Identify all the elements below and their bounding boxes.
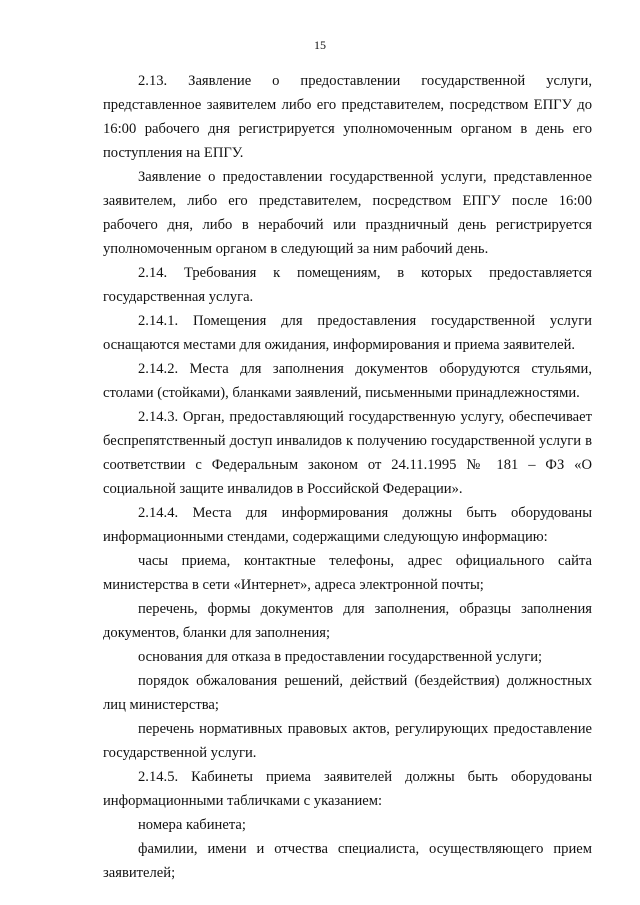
list-item-office-number: номера кабинета; xyxy=(138,817,246,833)
paragraph-2-14-3: 2.14.3. Орган, предоставляющий государственную услугу, обеспечивает беспрепятственный доступ инвалидов к получению государственной услуги в соответствии с Федеральным законом от 24.11.1995 № 181 – ФЗ «О социальной защите инвалидов в Российской Федерации». xyxy=(103,409,592,497)
list-item-specialist-name: фамилии, имени и отчества специалиста, осуществляющего прием заявителей; xyxy=(103,841,592,881)
paragraph-2-14-5: 2.14.5. Кабинеты приема заявителей должны быть оборудованы информационными табличками с указанием: xyxy=(103,769,592,809)
list-item-document-forms: перечень, формы документов для заполнения, образцы заполнения документов, бланки для заполнения; xyxy=(103,601,592,641)
list-item-hours-contacts: часы приема, контактные телефоны, адрес официального сайта министерства в сети «Интернет», адреса электронной почты; xyxy=(103,553,592,593)
list-item-legal-acts: перечень нормативных правовых актов, регулирующих предоставление государственной услуги. xyxy=(103,721,592,761)
page-number: 15 xyxy=(314,38,326,52)
list-item-appeal-procedure: порядок обжалования решений, действий (бездействия) должностных лиц министерства; xyxy=(103,673,592,713)
paragraph-2-13: 2.13. Заявление о предоставлении государственной услуги, представленное заявителем либо его представителем, посредством ЕПГУ до 16:00 рабочего дня регистрируется уполномоченным органом в день его поступления на ЕПГУ. xyxy=(103,73,592,161)
paragraph-2-14-2: 2.14.2. Места для заполнения документов оборудуются стульями, столами (стойками), бланками заявлений, письменными принадлежностями. xyxy=(103,361,592,401)
paragraph-2-14-4: 2.14.4. Места для информирования должны быть оборудованы информационными стендами, содержащими следующую информацию: xyxy=(103,505,592,545)
paragraph-2-14-1: 2.14.1. Помещения для предоставления государственной услуги оснащаются местами для ожидания, информирования и приема заявителей. xyxy=(103,313,592,353)
paragraph-registration-after-hours: Заявление о предоставлении государственной услуги, представленное заявителем, либо его представителем, посредством ЕПГУ после 16:00 рабочего дня, либо в нерабочий или праздничный день регистрируется уполномоченным органом в следующий за ним рабочий день. xyxy=(103,169,592,257)
document-body xyxy=(103,69,592,885)
list-item-refusal-grounds: основания для отказа в предоставлении государственной услуги; xyxy=(138,649,543,665)
paragraph-2-14: 2.14. Требования к помещениям, в которых предоставляется государственная услуга. xyxy=(103,265,592,305)
